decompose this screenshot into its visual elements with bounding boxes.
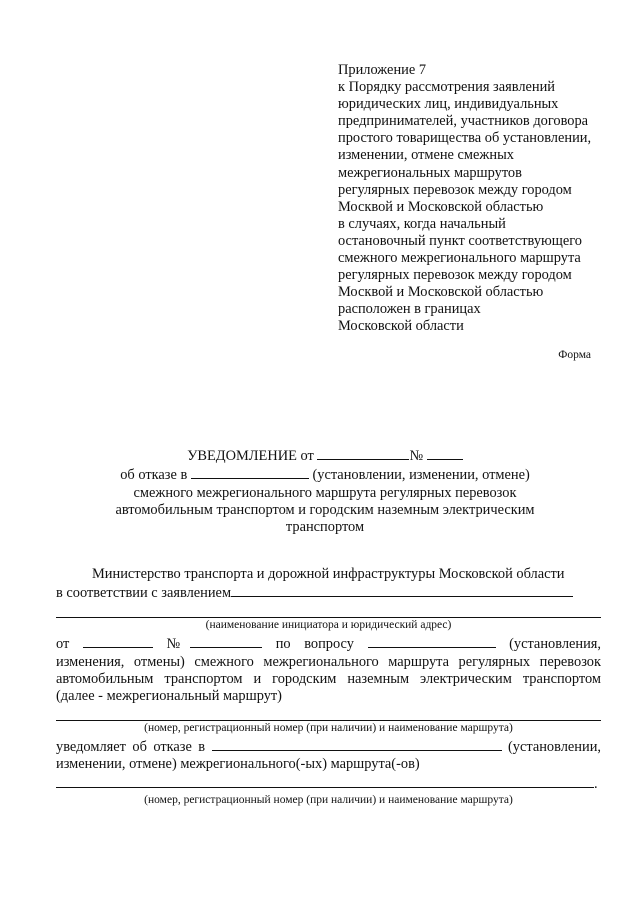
refusal-suffix: (установлении, изменении, отмене): [312, 467, 530, 484]
establishment2-text: (установлении,: [508, 739, 601, 756]
route2-blank[interactable]: [56, 774, 594, 788]
request-blank[interactable]: [231, 583, 573, 597]
notifies-blank[interactable]: [212, 737, 502, 751]
establishment-text: (установления,: [509, 636, 602, 653]
title-line: автомобильным транспортом и городским наземным электрическим: [115, 501, 535, 518]
annex-line: к Порядку рассмотрения заявлений: [338, 79, 555, 96]
on-question-text: по вопросу: [275, 636, 354, 653]
annex-line: остановочный пункт соответствующего: [338, 232, 582, 249]
request-line: [56, 583, 601, 602]
annex-line: регулярных перевозок между городом: [338, 181, 572, 198]
refusal-prefix: об отказе в: [120, 467, 188, 484]
number-text: №: [166, 636, 191, 653]
annex-line: Москвой и Московской областью: [338, 284, 544, 301]
request-date-line: [56, 634, 601, 653]
form-label: Форма: [558, 349, 591, 361]
question-blank[interactable]: [368, 634, 496, 648]
notice-date-blank[interactable]: [317, 446, 409, 460]
notice-number-blank[interactable]: [427, 446, 463, 460]
title-line-refusal: [60, 465, 590, 484]
notifies-text: уведомляет об отказе в: [56, 739, 206, 756]
route-field[interactable]: [56, 705, 601, 721]
title-line-notice: [60, 446, 590, 465]
period-text: .: [594, 775, 598, 792]
annex-line: Москвой и Московской областью: [338, 198, 544, 215]
annex-line: Московской области: [338, 318, 464, 335]
notice-body: [56, 566, 601, 809]
annex-line: юридических лиц, индивидуальных: [338, 96, 559, 113]
annex-line: в случаях, когда начальный: [338, 215, 506, 232]
annex-line: смежного межрегионального маршрута: [338, 250, 581, 267]
body-line: изменения, отмены) смежного межрегионального маршрута регулярных перевозок: [56, 653, 601, 670]
annex-line: Приложение 7: [338, 62, 427, 78]
initiator-field[interactable]: [56, 602, 601, 618]
annex-line: предпринимателей, участников договора: [338, 113, 589, 130]
notifies-line: [56, 737, 601, 756]
annex-line: межрегиональных маршрутов: [338, 164, 522, 181]
route2-caption: (номер, регистрационный номер (при наличии) и наименование маршрута): [144, 793, 513, 806]
title-line: смежного межрегионального маршрута регулярных перевозок: [133, 484, 517, 501]
annex-line: расположен в границах: [338, 301, 481, 318]
body-line: автомобильным транспортом и городским наземным электрическим транспортом: [56, 670, 601, 687]
from-text: от: [56, 636, 70, 653]
annex-line: изменении, отмене смежных: [338, 147, 514, 164]
initiator-caption: (наименование инициатора и юридический адрес): [205, 619, 452, 632]
refusal-blank[interactable]: [191, 465, 309, 479]
document-title: [60, 446, 590, 536]
notice-number-sign: №: [409, 448, 424, 464]
body-line: (далее - межрегиональный маршрут): [56, 688, 282, 705]
body-line: изменении, отмене) межрегионального(-ых) маршрута(-ов): [56, 756, 420, 773]
title-line: транспортом: [285, 519, 365, 536]
route2-line: [56, 774, 601, 793]
request-number-blank[interactable]: [190, 634, 262, 648]
per-request-text: в соответствии с заявлением: [56, 585, 232, 602]
annex-line: простого товарищества об установлении,: [338, 130, 592, 147]
request-date-blank[interactable]: [83, 634, 153, 648]
ministry-line: Министерство транспорта и дорожной инфраструктуры Московской области: [92, 566, 565, 582]
notice-heading: УВЕДОМЛЕНИЕ от: [187, 448, 314, 464]
annex-line: регулярных перевозок между городом: [338, 267, 572, 284]
route-caption: (номер, регистрационный номер (при наличии) и наименование маршрута): [144, 722, 513, 735]
annex-block: [338, 62, 628, 336]
